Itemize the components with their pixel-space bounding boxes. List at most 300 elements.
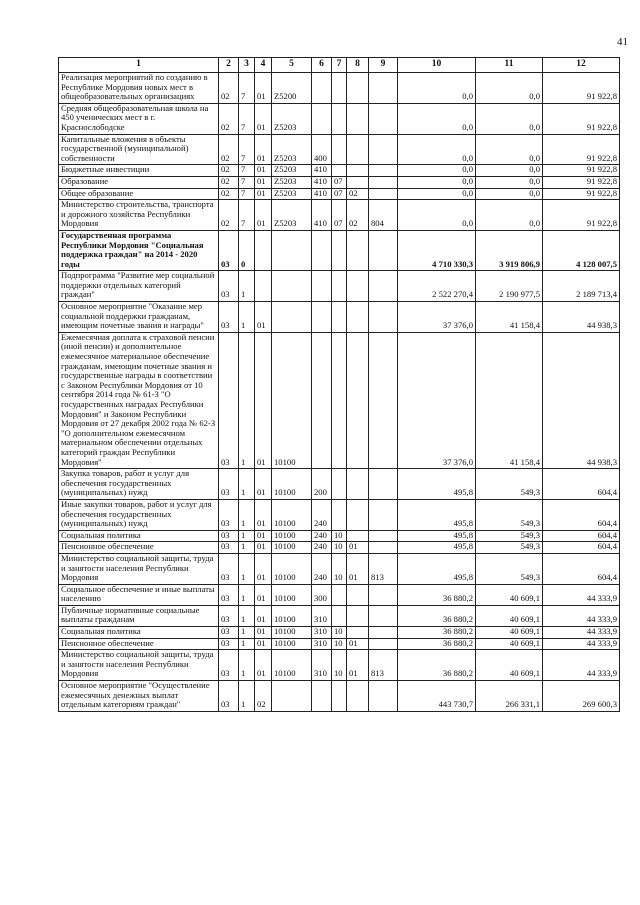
amount-year-2: 0,0 [476,134,543,165]
code-subsection [347,499,369,530]
column-header: 1 [59,58,219,73]
code-activity: 01 [255,103,272,134]
table-header [59,58,620,73]
code-ministry [369,230,398,270]
code-subsection: 02 [347,188,369,200]
code-section [332,134,347,165]
header-row [59,58,620,73]
code-ministry [369,605,398,626]
code-program: 02 [219,73,239,104]
amount-year-3: 91 922,8 [543,73,620,104]
amount-year-3: 44 333,9 [543,638,620,650]
code-activity: 01 [255,584,272,605]
amount-year-2: 41 158,4 [476,302,543,333]
code-activity [255,271,272,302]
column-header: 7 [332,58,347,73]
code-direction: 10100 [272,584,312,605]
amount-year-1: 0,0 [398,103,476,134]
code-direction: Z5203 [272,200,312,231]
amount-year-1: 37 376,0 [398,332,476,468]
code-ministry: 804 [369,200,398,231]
row-name: Социальная политика [59,627,219,639]
code-direction: 10100 [272,638,312,650]
row-name: Основное мероприятие "Осуществление ежемесячных денежных выплат отдельным категориям граждан" [59,681,219,712]
amount-year-2: 2 190 977,5 [476,271,543,302]
table-row [59,165,620,177]
code-ministry [369,103,398,134]
code-activity: 01 [255,176,272,188]
code-activity: 01 [255,650,272,681]
code-direction: Z5200 [272,73,312,104]
amount-year-1: 495,8 [398,542,476,554]
code-subprogram: 1 [239,469,255,500]
code-subsection [347,230,369,270]
code-direction: 10100 [272,499,312,530]
amount-year-1: 0,0 [398,176,476,188]
code-subsection [347,627,369,639]
code-direction [272,681,312,712]
row-name: Министерство социальной защиты, труда и занятости населения Республики Мордовия [59,650,219,681]
code-ministry [369,134,398,165]
table-row [59,542,620,554]
column-header: 11 [476,58,543,73]
code-program: 03 [219,681,239,712]
code-ministry [369,165,398,177]
code-program: 03 [219,627,239,639]
amount-year-3: 91 922,8 [543,176,620,188]
code-subsection: 01 [347,553,369,584]
code-program: 03 [219,271,239,302]
amount-year-1: 495,8 [398,499,476,530]
code-program: 03 [219,584,239,605]
amount-year-1: 0,0 [398,188,476,200]
code-program: 03 [219,332,239,468]
table-row [59,176,620,188]
code-direction: Z5203 [272,165,312,177]
row-name: Закупка товаров, работ и услуг для обеспечения государственных (муниципальных) нужд [59,469,219,500]
column-header: 5 [272,58,312,73]
code-expense-type [312,302,332,333]
code-subsection [347,134,369,165]
code-subsection [347,605,369,626]
code-subsection [347,73,369,104]
row-name: Общее образование [59,188,219,200]
code-direction: 10100 [272,627,312,639]
amount-year-2: 40 609,1 [476,584,543,605]
amount-year-1: 36 880,2 [398,605,476,626]
code-program: 02 [219,188,239,200]
amount-year-1: 0,0 [398,165,476,177]
code-subsection: 01 [347,542,369,554]
code-expense-type [312,230,332,270]
code-subsection: 01 [347,638,369,650]
code-activity: 01 [255,469,272,500]
code-ministry [369,627,398,639]
code-subsection: 02 [347,200,369,231]
code-subprogram: 1 [239,302,255,333]
row-name: Социальная политика [59,530,219,542]
code-activity: 01 [255,542,272,554]
code-expense-type: 310 [312,638,332,650]
table-row [59,638,620,650]
code-subprogram: 1 [239,332,255,468]
code-expense-type: 410 [312,188,332,200]
code-ministry [369,499,398,530]
code-section: 07 [332,188,347,200]
column-header: 8 [347,58,369,73]
code-subsection: 01 [347,650,369,681]
code-expense-type: 410 [312,165,332,177]
code-section [332,584,347,605]
amount-year-3: 604,4 [543,530,620,542]
code-ministry: 813 [369,650,398,681]
code-activity: 01 [255,627,272,639]
code-direction: 10100 [272,650,312,681]
code-section: 10 [332,638,347,650]
code-direction [272,230,312,270]
code-ministry [369,271,398,302]
row-name: Публичные нормативные социальные выплаты гражданам [59,605,219,626]
table-row [59,584,620,605]
code-activity: 01 [255,200,272,231]
row-name: Государственная программа Республики Мордовия "Социальная поддержка граждан" на 2014 - 2020 годы [59,230,219,270]
code-expense-type: 400 [312,134,332,165]
code-program: 03 [219,650,239,681]
code-activity: 01 [255,332,272,468]
code-direction: Z5203 [272,188,312,200]
row-name: Министерство строительства, транспорта и дорожного хозяйства Республики Мордовия [59,200,219,231]
code-expense-type: 300 [312,584,332,605]
table-row [59,230,620,270]
amount-year-3: 604,4 [543,553,620,584]
code-expense-type: 310 [312,605,332,626]
amount-year-3: 44 333,9 [543,584,620,605]
code-subsection [347,469,369,500]
amount-year-2: 40 609,1 [476,605,543,626]
code-subprogram: 1 [239,627,255,639]
code-program: 03 [219,469,239,500]
code-ministry [369,332,398,468]
code-program: 02 [219,176,239,188]
code-activity: 01 [255,638,272,650]
row-name: Капитальные вложения в объекты государственной (муниципальной) собственности [59,134,219,165]
amount-year-1: 495,8 [398,530,476,542]
amount-year-2: 0,0 [476,73,543,104]
row-name: Пенсионное обеспечение [59,638,219,650]
code-ministry [369,542,398,554]
amount-year-2: 3 919 806,9 [476,230,543,270]
amount-year-3: 44 333,9 [543,627,620,639]
amount-year-1: 36 880,2 [398,650,476,681]
code-activity [255,230,272,270]
row-name: Социальное обеспечение и иные выплаты населению [59,584,219,605]
code-expense-type [312,73,332,104]
amount-year-1: 0,0 [398,73,476,104]
table-row [59,605,620,626]
code-ministry [369,469,398,500]
code-program: 03 [219,230,239,270]
amount-year-2: 0,0 [476,176,543,188]
amount-year-3: 604,4 [543,469,620,500]
code-subsection [347,165,369,177]
amount-year-1: 36 880,2 [398,627,476,639]
code-subprogram: 7 [239,73,255,104]
amount-year-2: 549,3 [476,499,543,530]
page-number: 41 [617,36,628,48]
code-ministry [369,302,398,333]
code-program: 02 [219,103,239,134]
amount-year-1: 4 710 330,3 [398,230,476,270]
code-ministry [369,638,398,650]
amount-year-1: 2 522 270,4 [398,271,476,302]
code-ministry [369,681,398,712]
row-name: Бюджетные инвестиции [59,165,219,177]
code-subsection [347,584,369,605]
code-expense-type: 200 [312,469,332,500]
code-section [332,469,347,500]
code-direction: 10100 [272,605,312,626]
code-expense-type [312,271,332,302]
code-section: 10 [332,650,347,681]
code-section: 07 [332,176,347,188]
code-program: 02 [219,200,239,231]
code-ministry [369,584,398,605]
column-header: 9 [369,58,398,73]
table-row [59,553,620,584]
table-row [59,200,620,231]
budget-table [58,57,620,712]
table-row [59,134,620,165]
row-name: Иные закупки товаров, работ и услуг для обеспечения государственных (муниципальных) нужд [59,499,219,530]
code-ministry: 813 [369,553,398,584]
code-subprogram: 7 [239,103,255,134]
code-subprogram: 7 [239,200,255,231]
code-subprogram: 1 [239,584,255,605]
column-header: 6 [312,58,332,73]
code-program: 03 [219,605,239,626]
code-program: 03 [219,553,239,584]
code-program: 03 [219,499,239,530]
code-section [332,605,347,626]
code-program: 02 [219,165,239,177]
code-ministry [369,188,398,200]
code-direction: 10100 [272,553,312,584]
code-direction: 10100 [272,542,312,554]
code-section [332,73,347,104]
code-activity: 01 [255,165,272,177]
code-section: 10 [332,530,347,542]
code-section: 07 [332,200,347,231]
table-row [59,627,620,639]
amount-year-2: 266 331,1 [476,681,543,712]
code-subprogram: 1 [239,638,255,650]
code-subprogram: 1 [239,542,255,554]
table-row [59,271,620,302]
code-direction: 10100 [272,530,312,542]
amount-year-2: 40 609,1 [476,650,543,681]
amount-year-3: 91 922,8 [543,188,620,200]
code-program: 03 [219,530,239,542]
amount-year-2: 0,0 [476,200,543,231]
amount-year-3: 604,4 [543,499,620,530]
column-header: 12 [543,58,620,73]
code-subprogram: 7 [239,188,255,200]
table-row [59,188,620,200]
code-activity: 01 [255,302,272,333]
code-subprogram: 1 [239,271,255,302]
code-expense-type: 240 [312,499,332,530]
code-expense-type: 240 [312,542,332,554]
code-subsection [347,681,369,712]
amount-year-1: 0,0 [398,134,476,165]
amount-year-3: 91 922,8 [543,200,620,231]
code-subprogram: 7 [239,165,255,177]
code-subsection [347,103,369,134]
amount-year-3: 4 128 007,5 [543,230,620,270]
amount-year-3: 2 189 713,4 [543,271,620,302]
code-section [332,230,347,270]
table-row [59,469,620,500]
code-subprogram: 7 [239,134,255,165]
code-activity: 01 [255,530,272,542]
table-row [59,332,620,468]
code-activity: 01 [255,605,272,626]
code-expense-type: 310 [312,627,332,639]
column-header: 2 [219,58,239,73]
row-name: Реализация мероприятий по созданию в Республике Мордовия новых мест в общеобразовательных организациях [59,73,219,104]
code-subprogram: 1 [239,681,255,712]
amount-year-3: 91 922,8 [543,134,620,165]
row-name: Основное мероприятие "Оказание мер социальной поддержки гражданам, имеющим почетные звания и награды" [59,302,219,333]
code-section [332,103,347,134]
code-activity: 02 [255,681,272,712]
code-ministry [369,530,398,542]
code-expense-type: 310 [312,650,332,681]
amount-year-2: 41 158,4 [476,332,543,468]
code-subsection [347,302,369,333]
code-direction [272,302,312,333]
code-program: 03 [219,302,239,333]
amount-year-3: 269 600,3 [543,681,620,712]
code-direction: 10100 [272,469,312,500]
code-activity: 01 [255,553,272,584]
code-expense-type: 240 [312,530,332,542]
column-header: 3 [239,58,255,73]
code-direction: Z5203 [272,134,312,165]
amount-year-3: 91 922,8 [543,165,620,177]
amount-year-1: 36 880,2 [398,584,476,605]
table-row [59,73,620,104]
code-section [332,499,347,530]
code-subprogram: 1 [239,553,255,584]
column-header: 4 [255,58,272,73]
code-expense-type: 410 [312,200,332,231]
code-ministry [369,176,398,188]
code-activity: 01 [255,188,272,200]
column-header: 10 [398,58,476,73]
code-expense-type [312,332,332,468]
code-direction: Z5203 [272,176,312,188]
amount-year-1: 443 730,7 [398,681,476,712]
amount-year-2: 0,0 [476,103,543,134]
code-ministry [369,73,398,104]
code-subsection [347,332,369,468]
code-subprogram: 1 [239,499,255,530]
code-section: 10 [332,627,347,639]
code-direction: Z5203 [272,103,312,134]
amount-year-3: 44 333,9 [543,650,620,681]
code-direction [272,271,312,302]
table-row [59,103,620,134]
code-direction: 10100 [272,332,312,468]
table-body [59,73,620,712]
amount-year-2: 40 609,1 [476,627,543,639]
code-section [332,681,347,712]
amount-year-3: 44 938,3 [543,302,620,333]
amount-year-1: 36 880,2 [398,638,476,650]
code-expense-type [312,103,332,134]
code-expense-type: 410 [312,176,332,188]
code-subprogram: 1 [239,650,255,681]
amount-year-2: 549,3 [476,469,543,500]
row-name: Министерство социальной защиты, труда и занятости населения Республики Мордовия [59,553,219,584]
table-row [59,302,620,333]
code-expense-type [312,681,332,712]
code-subsection [347,530,369,542]
code-program: 03 [219,638,239,650]
amount-year-2: 0,0 [476,188,543,200]
code-subprogram: 1 [239,605,255,626]
code-section: 10 [332,542,347,554]
code-subprogram: 1 [239,530,255,542]
code-section [332,271,347,302]
amount-year-2: 549,3 [476,553,543,584]
amount-year-3: 604,4 [543,542,620,554]
code-section [332,332,347,468]
amount-year-3: 44 333,9 [543,605,620,626]
code-subprogram: 7 [239,176,255,188]
amount-year-2: 549,3 [476,530,543,542]
code-activity: 01 [255,73,272,104]
amount-year-3: 91 922,8 [543,103,620,134]
code-program: 02 [219,134,239,165]
amount-year-2: 40 609,1 [476,638,543,650]
code-activity: 01 [255,499,272,530]
amount-year-1: 495,8 [398,469,476,500]
table-row [59,650,620,681]
amount-year-2: 0,0 [476,165,543,177]
table-row [59,499,620,530]
code-section [332,302,347,333]
row-name: Пенсионное обеспечение [59,542,219,554]
table-row [59,530,620,542]
amount-year-1: 495,8 [398,553,476,584]
row-name: Образование [59,176,219,188]
amount-year-2: 549,3 [476,542,543,554]
amount-year-1: 37 376,0 [398,302,476,333]
amount-year-1: 0,0 [398,200,476,231]
row-name: Средняя общеобразовательная школа на 450 ученических мест в г. Краснослободске [59,103,219,134]
code-program: 03 [219,542,239,554]
code-subsection [347,271,369,302]
code-activity: 01 [255,134,272,165]
row-name: Ежемесячная доплата к страховой пенсии (иной пенсии) и дополнительное ежемесячное материальное обеспечение гражданам, имеющим почетные звания и государственные награды в соответствии с Законом Республики Мордовия от 10 сентября 2014 года № 61-З "О государственных наградах Республики Мордовия" и Законом Республики Мордовия от 27 декабря 2002 года № 62-З "О дополнительном ежемесячном материальном обеспечении отдельных категорий граждан Республики Мордовия" [59,332,219,468]
code-expense-type: 240 [312,553,332,584]
code-subsection [347,176,369,188]
code-section [332,165,347,177]
amount-year-3: 44 938,3 [543,332,620,468]
table-row [59,681,620,712]
